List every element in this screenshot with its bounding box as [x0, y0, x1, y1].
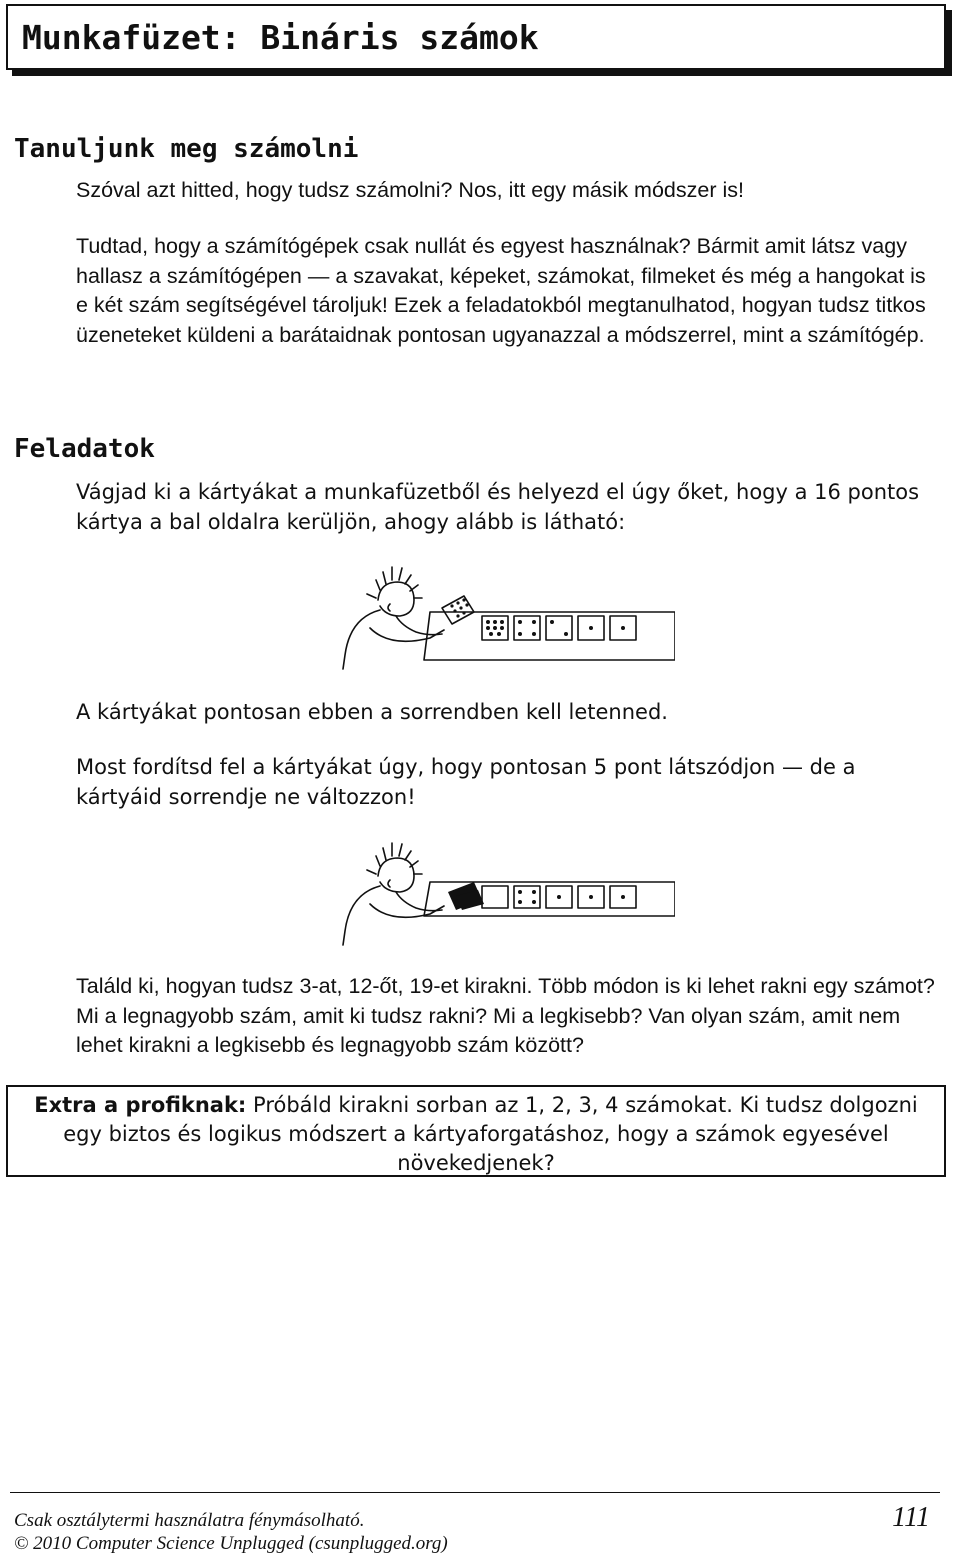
flipped-cards-illustration [330, 836, 675, 946]
intro-paragraph: Szóval azt hitted, hogy tudsz számolni? Nos, itt egy másik módszer is! [76, 178, 744, 202]
title-banner [6, 4, 946, 70]
flip-instruction: Most fordítsd fel a kártyákat úgy, hogy pontosan 5 pont látszódjon — de a kártyáid sorrendje ne változzon! [76, 755, 856, 809]
extra-challenge-text: Próbáld kirakni sorban az 1, 2, 3, 4 számokat. Ki tudsz dolgozni egy biztos és logikus módszert a kártyaforgatáshoz, hogy a számok egyesével növekedjenek? [63, 1093, 918, 1175]
copyright-line: © 2010 Computer Science Unplugged (csunplugged.org) [14, 1533, 448, 1554]
footer-divider [10, 1492, 940, 1493]
extra-challenge-box [6, 1085, 946, 1177]
copy-note: Csak osztálytermi használatra fénymásolható. [14, 1510, 365, 1531]
section-heading-tasks: Feladatok [14, 434, 155, 464]
page-title: Munkafüzet: Bináris számok [22, 18, 539, 57]
cards-on-table-illustration [330, 560, 675, 670]
body-paragraph: Tudtad, hogy a számítógépek csak nullát és egyest használnak? Bármit amit látsz vagy hallasz a számítógépen — a szavakat, képeket, számokat, filmeket és még a hangokat is e két szám segítségével tároljuk! Ezek a feladatokból megtanulhatod, hogyan tudsz titkos üzeneteket küldeni a barátaidnak pontosan ugyanazzal a módszerrel, mint a számítógép. [76, 234, 926, 347]
instruction-paragraph: Vágjad ki a kártyákat a munkafüzetből és helyezd el úgy őket, hogy a 16 pontos kártya a bal oldalra kerüljön, ahogy alább is látható: [76, 480, 920, 534]
section-heading-counting: Tanuljunk meg számolni [14, 134, 359, 164]
questions-paragraph: Találd ki, hogyan tudsz 3-at, 12-őt, 19-et kirakni. Több módon is ki lehet rakni egy számot? Mi a legnagyobb szám, amit ki tudsz rakni? Mi a legkisebb? Van olyan szám, amit nem lehet kirakni a legkisebb és legnagyobb szám között? [76, 974, 935, 1057]
extra-challenge-label: Extra a profiknak: [34, 1093, 247, 1117]
order-note: A kártyákat pontosan ebben a sorrendben kell letenned. [76, 700, 668, 724]
page-number: 111 [892, 1502, 930, 1533]
